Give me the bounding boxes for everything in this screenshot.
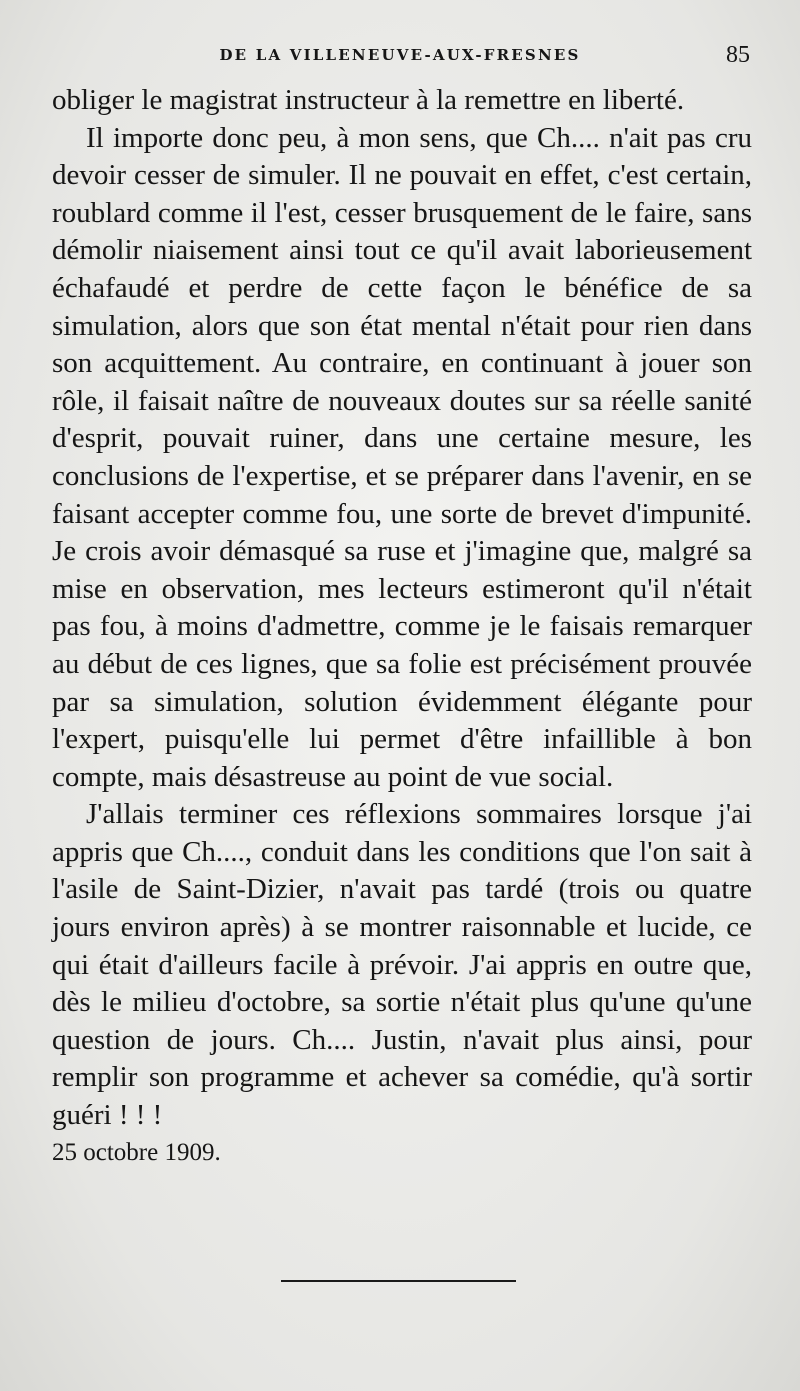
paragraph-simulation: Il importe donc peu, à mon sens, que Ch.... n'ait pas cru devoir cesser de simuler. Il ne pouvait en effet, c'est certain, roublard comme il l'est, cesser brusquement de le faire, sans démolir niaisement ainsi tout ce qu'il avait laborieusement échafaudé et perdre de cette façon le bénéfice de sa simulation, alors que son état mental n'était pour rien dans son acquittement. Au contraire, en continuant à jouer son rôle, il faisait naître de nouveaux doutes sur sa réelle sanité d'esprit, pouvait ruiner, dans une certaine mesure, les conclusions de l'expertise, et se préparer dans l'avenir, en se faisant accepter comme fou, une sorte de brevet d'impunité. Je crois avoir démasqué sa ruse et j'imagine que, malgré sa mise en observation, mes lecteurs estimeront qu'il n'était pas fou, à moins d'admettre, comme je le faisais remarquer au début de ces lignes, que sa folie est précisément prouvée par sa simulation, solution évidemment élégante pour l'expert, puisqu'elle lui permet d'être infaillible à bon compte, mais désastreuse au point de vue social. (52, 121, 752, 793)
page-header (40, 42, 760, 76)
paragraph-continuation: obliger le magistrat instructeur à la remettre en liberté. (52, 84, 685, 116)
date-line: 25 octobre 1909. (52, 1138, 221, 1166)
body-text (52, 82, 752, 1171)
paragraph-conclusion: J'allais terminer ces réflexions sommaires lorsque j'ai appris que Ch...., conduit dans les conditions que l'on sait à l'asile de Saint-Dizier, n'avait pas tardé (trois ou quatre jours environ après) à se montrer raisonnable et lucide, ce qui était d'ailleurs facile à prévoir. J'ai appris en outre que, dès le milieu d'octobre, sa sortie n'était plus qu'une qu'une question de jours. Ch.... Justin, n'avait plus ainsi, pour remplir son programme et achever sa comédie, qu'à sortir guéri ! ! ! (52, 798, 752, 1132)
running-head: DE LA VILLENEUVE-AUX-FRESNES (219, 46, 581, 64)
end-rule (281, 1280, 516, 1282)
page-number: 85 (726, 42, 750, 68)
